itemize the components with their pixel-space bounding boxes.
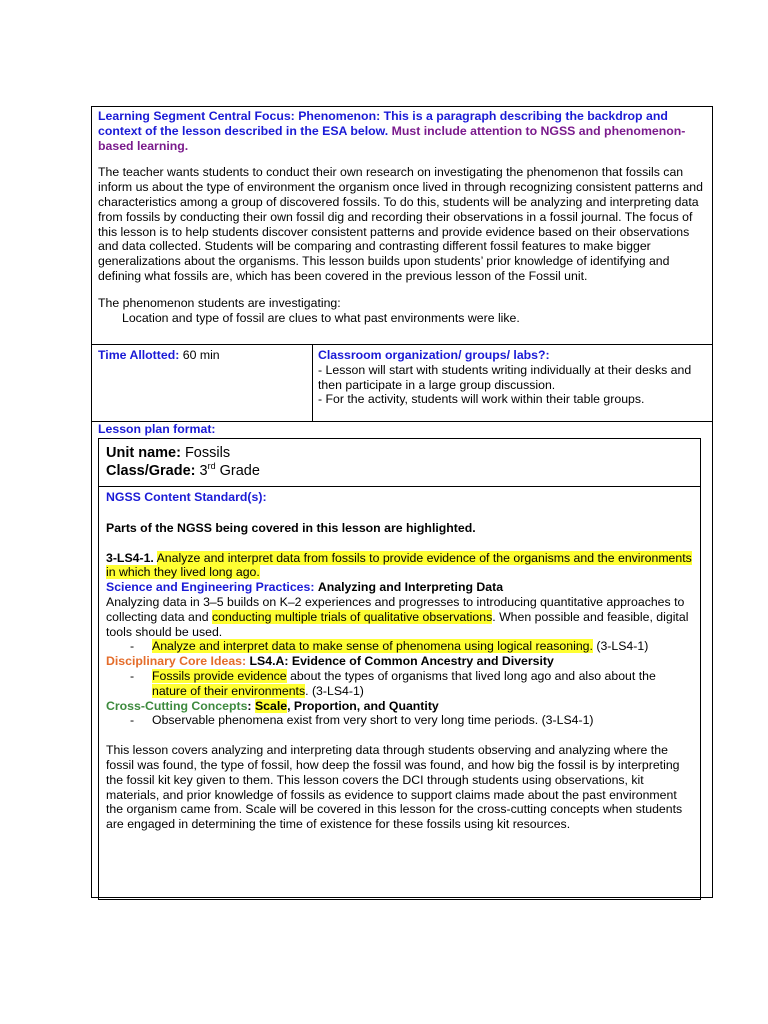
unit-name-line (106, 444, 693, 462)
ccc-label: Cross-Cutting Concepts (106, 698, 248, 713)
unit-name-value: Fossils (184, 445, 231, 461)
classroom-organization-line-1: - Lesson will start with students writing individually at their desks and then participate in a large group discussion. (318, 362, 692, 392)
lesson-plan-inner-table (98, 438, 701, 900)
classroom-organization-line-2: - For the activity, students will work within their table groups. (318, 392, 645, 407)
class-grade-suffix: rd (207, 461, 216, 472)
central-focus-heading-purple: Must include attention to NGSS and phenomenon-based learning. (98, 123, 686, 153)
ngss-highlight-note: Parts of the NGSS being covered in this lesson are highlighted. (106, 520, 476, 535)
classroom-organization-label: Classroom organization/ groups/ labs?: (318, 348, 550, 362)
sep-title: Analyzing and Interpreting Data (317, 580, 504, 595)
ngss-summary-paragraph: This lesson covers analyzing and interpreting data through students observing and analyzing where the fossil was found, the type of fossil, how deep the fossil was found, and how big the fossil is by interpreting the fossil kit key given to them. This lesson covers the DCI through students using observations, kit materials, and prior knowledge of fossils as evidence to support claims made about the past environment the organism came from. Scale will be covered in this lesson for the cross-cutting concepts when students are engaged in determining the time of existence for these fossils using kit resources. (106, 743, 683, 832)
time-allotted-cell (92, 345, 313, 421)
pe-text: Analyze and interpret data from fossils to provide evidence of the organisms and the environments in which they lived long ago. (106, 550, 692, 580)
classroom-organization-cell (313, 345, 712, 421)
dash-bullet-icon: - (130, 639, 135, 654)
ngss-heading: NGSS Content Standard(s): (106, 490, 267, 504)
dci-title: LS4.A: Evidence of Common Ancestry and Diversity (249, 654, 554, 669)
ccc-heading-line (106, 699, 693, 714)
dci-text: about the types of organisms that lived long ago and also about the (290, 668, 656, 683)
dci-highlight-1: Fossils provide evidence (152, 668, 287, 683)
dash-bullet-icon: - (130, 668, 135, 683)
central-focus-paragraph: The teacher wants students to conduct their own research on investigating the phenomenon that fossils can inform us about the type of environment the organism once lived in through recognizing consistent patterns and characteristics among a group of discovered fossils. To do this, students will be analyzing and interpreting data from fossils by conducting their own fossil dig and recording their observations in a fossil journal. The focus of this lesson is to help students discover consistent patterns and provide evidence based on their observations and data collected. Students will be comparing and contrasting different fossil features to make bigger generalizations about the organisms. This lesson builds upon students’ prior knowledge of identifying and defining what fossils are, which has been covered in the previous lesson of the Fossil unit. (98, 165, 703, 283)
sep-bullet-code: (3-LS4-1) (596, 639, 649, 654)
central-focus-cell (92, 107, 712, 345)
ccc-bullet (106, 713, 693, 728)
sep-text-highlight: conducting multiple trials of qualitative observations (211, 609, 493, 624)
ccc-highlight: Scale (254, 698, 288, 713)
phenomenon-statement: Location and type of fossil are clues to what past environments were like. (122, 310, 520, 325)
lesson-plan-format-label: Lesson plan format: (98, 422, 216, 436)
unit-info-cell (99, 439, 700, 487)
time-allotted-value: 60 min (182, 348, 220, 362)
ccc-title-rest: , Proportion, and Quantity (287, 698, 439, 713)
unit-name-label: Unit name: (106, 445, 181, 461)
lesson-plan-format-cell (92, 422, 712, 897)
phenomenon-intro: The phenomenon students are investigating: (98, 295, 341, 310)
class-grade-label: Class/Grade: (106, 463, 196, 479)
dci-heading-line (106, 654, 693, 669)
dash-bullet-icon: - (130, 713, 135, 728)
dci-code: . (3-LS4-1) (305, 683, 364, 698)
sep-bullet-text: Analyze and interpret data to make sense of phenomena using logical reasoning. (152, 639, 593, 654)
sep-text-a: Analyzing data in 3–5 builds on K–2 experiences and progresses to introducing quantitative approaches to collecting data and (106, 594, 685, 624)
class-grade-line (106, 462, 693, 480)
time-allotted-label: Time Allotted: (98, 348, 180, 362)
dci-highlight-2: nature of their environments (152, 683, 306, 698)
class-grade-word: Grade (219, 463, 260, 479)
ccc-colon: : (247, 698, 252, 713)
sep-label: Science and Engineering Practices: (106, 580, 315, 595)
sep-text-b: . When possible and feasible, digital tools should be used. (106, 609, 689, 639)
ccc-bullet-text: Observable phenomena exist from very short to very long time periods. (3-LS4-1) (152, 713, 594, 728)
sep-bullet (106, 639, 693, 654)
logistics-row (92, 345, 712, 422)
lesson-plan-table (91, 106, 713, 898)
class-grade-number: 3 (199, 463, 208, 479)
performance-expectation: 3-LS4-1. Analyze and interpret data from fossils to provide evidence of the organisms and the environments in which they lived long ago. (106, 550, 692, 580)
central-focus-heading (98, 109, 706, 153)
central-focus-heading-blue: Learning Segment Central Focus: Phenomenon: This is a paragraph describing the backdrop and context of the lesson described in the ESA below. (98, 109, 668, 138)
sep-description (106, 595, 693, 639)
ngss-standards-cell (99, 487, 700, 899)
dci-bullet (106, 669, 693, 699)
dci-label: Disciplinary Core Ideas: (106, 654, 247, 669)
pe-code: 3-LS4-1 (106, 550, 151, 565)
sep-heading-line (106, 580, 693, 595)
